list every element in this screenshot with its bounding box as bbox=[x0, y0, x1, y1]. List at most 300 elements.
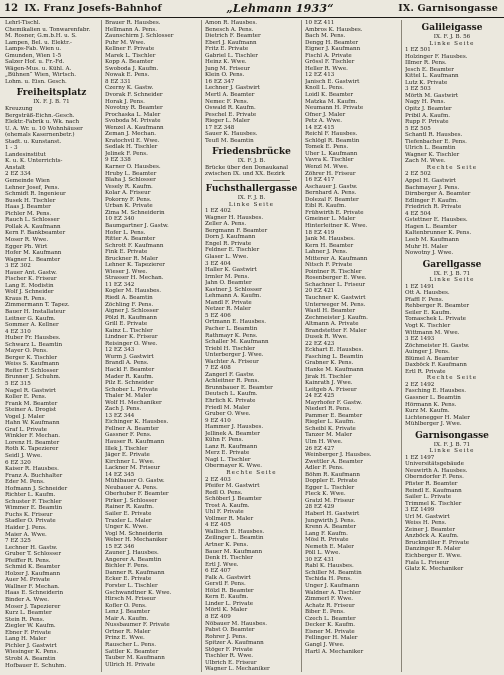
directory-entry: Hammer J. Hausbes. bbox=[205, 424, 264, 431]
directory-entry: Nowak E. Pens. bbox=[105, 72, 150, 79]
directory-entry: Binder A. Wwe. bbox=[5, 597, 50, 604]
directory-entry: Obermayer K. Wwe. bbox=[205, 463, 263, 470]
directory-entry: Kurz L. Beamter bbox=[5, 610, 52, 617]
street-side-label: Linke Seite bbox=[228, 201, 275, 208]
directory-entry: Mertl A. Beamter bbox=[205, 92, 255, 99]
directory-entry: Gassner L. Beamtin bbox=[405, 394, 461, 401]
directory-entry: Rohrer J. Pens. bbox=[205, 633, 248, 640]
directory-entry: Zeiner J. Beamter bbox=[405, 526, 456, 533]
directory-entry: Trost A. Kaufm. bbox=[205, 502, 250, 509]
directory-entry: Rieger L. Maler bbox=[205, 118, 250, 125]
directory-entry: Dietrich F. Beamter bbox=[205, 33, 261, 40]
directory-entry: Aigner J. Schlosser bbox=[105, 308, 159, 315]
directory-entry: Lang F. Kaufm. bbox=[305, 530, 348, 537]
directory-entry: Peschel E. Private bbox=[205, 111, 257, 118]
directory-entry: Kern H. Beamter bbox=[305, 242, 354, 249]
directory-entry: Svoboda M. Private bbox=[105, 118, 161, 125]
directory-entry: Irmler M. Pens. bbox=[205, 273, 250, 280]
directory-entry: Stein R. Pens. bbox=[5, 616, 45, 623]
header-right-title: IX. Garnisongasse bbox=[398, 3, 498, 14]
district-reference: IX. F. J. B. 71 bbox=[33, 99, 70, 106]
directory-entry: Novotny R. Beamter bbox=[105, 105, 163, 112]
directory-entry: Pfeifer M. Gastwirt bbox=[205, 483, 260, 490]
directory-entry: Seidl J. Wwe. bbox=[5, 453, 43, 459]
directory-entry: Reindl E. Kaufmann bbox=[405, 487, 462, 494]
directory-entry: Vesely R. Kaufm. bbox=[105, 183, 153, 190]
directory-entry: Brandl A. Pens. bbox=[105, 360, 149, 367]
directory-entry: Bachmayer J. Pens. bbox=[405, 184, 460, 191]
directory-entry: Zangerl F. Gastw. bbox=[205, 371, 255, 378]
street-side-label: Rechte Seite bbox=[426, 375, 478, 382]
directory-entry: Nagy H. Pens. bbox=[405, 99, 446, 106]
directory-entry: Hirsch M. Friseur bbox=[105, 596, 156, 603]
directory-entry: Ortner R. Maler bbox=[105, 628, 151, 635]
directory-entry: Gerstl F. Pens. bbox=[205, 581, 246, 588]
directory-entry: Lackner M. Friseur bbox=[105, 465, 161, 472]
directory-entry: Heller R. Wwe. bbox=[305, 65, 348, 72]
directory-entry: Brücke über den Donaukanal bbox=[205, 164, 289, 171]
directory-entry: „Bühnen“ Wien, Wirtsch. bbox=[5, 72, 77, 79]
directory-entry: Fiala L. Friseur bbox=[405, 559, 449, 566]
directory-entry: Jellinek A. Beamter bbox=[205, 430, 260, 437]
directory-entry: Rauscher L. Pens. bbox=[105, 641, 156, 648]
directory-entry: Puhr M. Wwe. bbox=[105, 39, 146, 46]
directory-entry: Tiefenbacher E. Pens. bbox=[405, 138, 467, 145]
directory-entry: Glaser L. Wwe. bbox=[205, 253, 249, 260]
directory-entry: Dorn J. Kaufmann bbox=[205, 234, 256, 241]
street-side-label: Linke Seite bbox=[429, 40, 475, 47]
directory-entry: K. u. K. Unterrichts- bbox=[5, 158, 63, 165]
directory-entry: Unger J. Kaufmann bbox=[305, 583, 360, 590]
directory-entry: Mörtl K. Maler bbox=[205, 607, 248, 614]
directory-entry: Wägen-Mus. u. Kühl. A. bbox=[5, 65, 72, 72]
directory-entry: Vavra K. Tischler bbox=[305, 157, 354, 164]
directory-entry: Daxböck F. Kaufmann bbox=[405, 362, 467, 369]
directory-entry: Schantl R. Hausbes. bbox=[405, 132, 463, 139]
street-side-label: Rechte Seite bbox=[226, 470, 277, 476]
directory-columns bbox=[2, 20, 502, 672]
directory-entry: Marek L. Tischler bbox=[105, 52, 156, 59]
directory-entry: Altmann A. Private bbox=[305, 321, 359, 328]
directory-entry: Rosenberger E. Wwe. bbox=[305, 275, 367, 282]
directory-entry: Steiner A. Drogist bbox=[5, 407, 57, 414]
directory-entry: Nemec F. Pens. bbox=[205, 98, 249, 105]
directory-entry: Heinz K. Wwe. bbox=[205, 59, 247, 66]
directory-entry: Weiss H. Pens. bbox=[405, 520, 447, 527]
directory-entry: Pichler M. Pens. bbox=[5, 210, 52, 217]
directory-entry: Landesinstitut bbox=[5, 151, 46, 158]
directory-entry: Brunner J. Schuhm. bbox=[5, 374, 61, 381]
directory-entry: Teufl M. Beamtin bbox=[205, 137, 254, 144]
directory-entry: Stadt. u. Kunstanst. bbox=[5, 138, 62, 145]
directory-entry: Wagner L. Mechaniker bbox=[205, 666, 270, 672]
directory-entry: Pointner R. Tischler bbox=[305, 268, 362, 275]
directory-entry: Lehner K. Tapezierer bbox=[105, 262, 165, 269]
directory-entry: Zauner J. Hausbes. bbox=[105, 550, 159, 557]
directory-entry: Schiller M. Beamtin bbox=[305, 569, 362, 576]
directory-entry: Bach M. Pens. bbox=[305, 33, 346, 40]
directory-entry: Schuster F. Tischler bbox=[5, 498, 62, 505]
directory-entry: Zimmermann T. Tapez. bbox=[5, 302, 70, 309]
directory-entry: Klein O. Pens. bbox=[205, 72, 245, 79]
directory-entry: Danzinger R. Maler bbox=[405, 546, 461, 553]
directory-entry: Zöchmeister H. Gastw. bbox=[405, 342, 470, 349]
directory-entry: Gemeinde Wien bbox=[5, 178, 50, 185]
directory-entry: 9 EZ 338 bbox=[105, 157, 131, 164]
directory-entry: Wimmer E. Beamtin bbox=[5, 505, 63, 512]
directory-entry: Gruber T. Schlosser bbox=[5, 551, 62, 558]
directory-entry: Kurz M. Kaufm. bbox=[405, 408, 450, 415]
directory-entry: 20 EZ 421 bbox=[305, 288, 335, 295]
directory-entry: Schachner L. Friseur bbox=[305, 281, 366, 288]
directory-entry: Lampen, Bel. u. Elektr.- bbox=[5, 39, 72, 46]
directory-entry: Tauber M. Kaufmann bbox=[105, 655, 165, 662]
header-center-title: „Lehmann 1933“ bbox=[226, 2, 334, 15]
street-side-label: Rechte Seite bbox=[426, 164, 478, 171]
directory-entry: Stöger F. Private bbox=[205, 646, 253, 653]
directory-entry: 2 EZ 403 bbox=[205, 476, 231, 483]
directory-entry: Pribil A. Kaufm. bbox=[405, 112, 451, 119]
directory-entry: 1 EZ 501 bbox=[405, 47, 431, 54]
directory-entry: Swoboda J. Kaufm. bbox=[105, 65, 159, 72]
directory-entry: Pabst O. Beamter bbox=[205, 627, 255, 634]
directory-entry: 2 EZ 502 bbox=[405, 171, 431, 178]
directory-entry: Jelinek F. Pens. bbox=[105, 150, 148, 157]
directory-entry: Wurm J. Gastwirt bbox=[105, 353, 154, 360]
directory-entry: Waldner A. Tischler bbox=[305, 589, 361, 596]
directory-entry: Wenzel A. Kaufmann bbox=[105, 124, 164, 131]
directory-entry: Angerer A. Beamtin bbox=[105, 556, 162, 563]
directory-entry: Schrott F. Kaufmann bbox=[105, 242, 164, 249]
directory-entry: Lichtenegger H. Maler bbox=[405, 414, 470, 421]
directory-entry: Karner O. Hausbes. bbox=[105, 164, 161, 171]
directory-entry: Gruber O. Wwe. bbox=[205, 411, 251, 418]
directory-entry: Mösl R. Private bbox=[305, 537, 349, 544]
directory-entry: Tauchner K. Gastwirt bbox=[305, 294, 366, 301]
directory-entry: Zechmeister J. Kaufm. bbox=[305, 314, 368, 321]
directory-entry: Fellinger H. Maler bbox=[305, 635, 358, 642]
directory-entry: Wieser J. Wwe. bbox=[105, 268, 148, 275]
directory-entry: Hauer Ant. Gastw. bbox=[5, 269, 57, 276]
directory-entry: Hanke M. Kaufmann bbox=[305, 366, 364, 373]
directory-entry: Zach M. Wwe. bbox=[405, 158, 446, 165]
directory-entry: Maier A. Wwe. bbox=[5, 531, 47, 538]
directory-entry: Wittmann M. Wwe. bbox=[405, 329, 460, 336]
directory-entry: Ulrich L. Beamtin bbox=[405, 145, 456, 152]
directory-entry: 12 EZ 413 bbox=[305, 72, 335, 79]
directory-entry: Ulbrich E. Friseur bbox=[205, 659, 257, 666]
directory-entry: Niederl R. Pens. bbox=[305, 406, 351, 413]
directory-entry: Vogl M. Schneiderin bbox=[105, 530, 163, 537]
directory-entry: Nöbauer M. Hausbes. bbox=[205, 620, 268, 627]
directory-entry: Wagner K. Tischler bbox=[405, 151, 460, 158]
directory-entry: 5 EZ 315 bbox=[5, 380, 31, 387]
directory-entry: Schöberl J. Beamter bbox=[205, 496, 262, 503]
directory-entry: 14 EZ 345 bbox=[105, 471, 135, 478]
directory-entry: 2 EZ 334 bbox=[5, 171, 31, 178]
directory-entry: Auinger J. Pens. bbox=[405, 349, 450, 356]
directory-entry: Horak J. Pens. bbox=[105, 98, 145, 105]
directory-entry: Hauser R. Kaufmann bbox=[105, 439, 165, 445]
directory-entry: Dengg H. Beamter bbox=[305, 39, 359, 46]
district-reference: IX. F. J. B. 71 bbox=[433, 441, 471, 448]
directory-entry: Mayer O. Pens. bbox=[5, 348, 48, 355]
directory-entry: Bergsträß-Eichn.-Gesch. bbox=[5, 112, 75, 119]
directory-entry: Ullrich H. Private bbox=[105, 661, 155, 668]
directory-entry: Linder L. Private bbox=[205, 600, 254, 607]
directory-entry: Lorenz H. Beamter bbox=[5, 439, 60, 446]
directory-entry: Tomek E. Pens. bbox=[305, 144, 349, 151]
directory-column-2 bbox=[102, 20, 202, 672]
directory-entry: Bruckmüller F. Private bbox=[405, 539, 470, 546]
directory-entry: Illek J. Tischler bbox=[105, 445, 148, 452]
directory-entry: Gabriel L. Tischler bbox=[205, 52, 258, 59]
directory-entry: Kopp A. Beamter bbox=[105, 59, 154, 66]
directory-entry: Fritz E. Private bbox=[205, 46, 249, 53]
directory-entry: Schmid K. Beamter bbox=[5, 564, 61, 571]
directory-entry: 16 EZ 347 bbox=[205, 78, 235, 85]
directory-entry: Trimmel K. Tischler bbox=[405, 500, 462, 507]
directory-entry: Pilz E. Schneider bbox=[105, 380, 154, 387]
directory-entry: Pichler J. Gastwirt bbox=[5, 642, 57, 649]
directory-entry: Bernhard A. Pens. bbox=[305, 190, 357, 197]
directory-entry: Unger K. Wwe. bbox=[105, 524, 149, 531]
directory-entry: Roth K. Tapezierer bbox=[5, 446, 59, 453]
directory-entry: Kastner J. Schlosser bbox=[205, 286, 262, 293]
directory-entry: Franz A. Buchhalter bbox=[5, 472, 63, 479]
directory-entry: Knoll L. Pens. bbox=[305, 85, 344, 92]
directory-entry: Ecker E. Private bbox=[105, 576, 152, 583]
directory-entry: Hartl A. Mechaniker bbox=[305, 648, 364, 655]
directory-entry: Kogler M. Hausbes. bbox=[105, 288, 162, 295]
directory-entry: Netzer R. Maler bbox=[205, 306, 251, 313]
directory-entry: Oswald R. Kaufm. bbox=[205, 105, 256, 112]
directory-entry: Hackl F. Beamter bbox=[105, 366, 155, 373]
street-heading: Garellgasse bbox=[422, 259, 482, 270]
directory-entry: Wenzl M. Wwe. bbox=[305, 164, 349, 171]
directory-entry: Ofner J. Maler bbox=[305, 111, 346, 118]
directory-entry: Glatz K. Mechaniker bbox=[405, 566, 464, 573]
header-left-title: IX. Franz Josefs-Bahnhof bbox=[24, 3, 162, 14]
directory-entry: Gratzl M. Friseur bbox=[305, 497, 355, 504]
directory-entry: Oberndorfer F. Pens. bbox=[405, 474, 464, 481]
directory-entry: Wachter A. Friseur bbox=[205, 358, 259, 365]
directory-entry: Nemeth E. Maler bbox=[305, 543, 354, 550]
directory-entry: Krenn A. Beamter bbox=[305, 524, 357, 531]
directory-entry: Lehmann A. Kaufm. bbox=[205, 293, 262, 300]
directory-entry: Kittel L. Kaufmann bbox=[405, 73, 459, 80]
directory-entry: Fellner A. Beamter bbox=[105, 425, 159, 432]
directory-entry: Zach J. Pens. bbox=[105, 406, 142, 413]
directory-entry: Blaha J. Schlosser bbox=[105, 177, 156, 184]
directory-entry: Kolar A. Friseur bbox=[105, 190, 151, 197]
directory-entry: Mader R. Kaufm. bbox=[105, 373, 154, 380]
directory-entry: Weiss S. Kaufmann bbox=[5, 361, 60, 368]
directory-entry: Sauer K. Hausbes. bbox=[205, 131, 258, 138]
directory-entry: Riedl A. Beamtin bbox=[105, 294, 153, 301]
directory-entry: Hölzl R. Beamter bbox=[205, 587, 254, 594]
directory-entry: Holzinger F. Hausbes. bbox=[405, 53, 468, 60]
directory-entry: Pokorny F. Pens. bbox=[105, 196, 152, 203]
directory-entry: Kaltenbrunner K. Pens. bbox=[405, 230, 472, 237]
directory-entry: Mühlbauer O. Gastw. bbox=[105, 478, 165, 485]
directory-entry: Kraus R. Pens. bbox=[5, 295, 47, 302]
directory-entry: Lang E. Modistin bbox=[5, 282, 54, 289]
directory-entry: Berger K. Tischler bbox=[5, 354, 58, 361]
directory-entry: Busek H. Tischler bbox=[5, 197, 56, 204]
directory-entry: Petz A. Wwe. bbox=[305, 118, 343, 125]
directory-entry: Urban K. Private bbox=[105, 203, 153, 210]
directory-entry: Ziegler W. Kaufm. bbox=[5, 623, 56, 630]
directory-entry: Rathmayr K. Pens. bbox=[205, 332, 258, 339]
street-heading: Fuchsthallergasse bbox=[205, 184, 298, 195]
directory-entry: Eichinger K. Hausbes. bbox=[105, 419, 169, 426]
directory-entry: Mair A. Kaufm. bbox=[105, 615, 149, 622]
directory-entry: Ulm H. Wwe. bbox=[305, 439, 343, 445]
directory-entry: Uher L. Kaufmann bbox=[305, 150, 358, 157]
directory-entry: 26 EZ 427 bbox=[305, 445, 335, 452]
directory-entry: Eibl R. Kaufm. bbox=[305, 203, 347, 210]
directory-entry: Koller E. Pens. bbox=[5, 394, 47, 401]
directory-entry: Sommer A. Kellner bbox=[5, 322, 59, 329]
directory-entry: Huber Fr. Hausbes. bbox=[5, 335, 61, 342]
directory-entry: Moser J. Tapezierer bbox=[5, 603, 61, 610]
directory-entry: 15 EZ 346 bbox=[105, 543, 135, 550]
directory-entry: Brandstetter F. Maler bbox=[305, 327, 367, 334]
directory-entry: 4 EZ 504 bbox=[405, 210, 431, 217]
directory-entry: Nagel R. Gastwirt bbox=[5, 387, 56, 394]
directory-entry: Jung M. Friseur bbox=[205, 65, 250, 72]
directory-entry: Hörmann K. Pens. bbox=[405, 401, 457, 408]
directory-entry: Aschauer J. Gastw. bbox=[305, 183, 358, 190]
directory-entry: 10 EZ 340 bbox=[105, 216, 135, 223]
directory-entry: Decker K. Kaufm. bbox=[305, 622, 356, 629]
directory-column-5 bbox=[402, 20, 502, 672]
directory-entry: Riegler L. Kaufm. bbox=[305, 419, 355, 426]
directory-entry: Appel H. Gastwirt bbox=[405, 178, 456, 185]
directory-entry: 8 EZ 331 bbox=[105, 78, 131, 85]
directory-entry: Kellner F. Private bbox=[105, 46, 155, 53]
directory-entry: Ambros K. Hausbes. bbox=[305, 26, 363, 33]
directory-entry: Egger Ph. Wirt bbox=[5, 243, 48, 250]
street-side-label: Linke Seite bbox=[429, 448, 475, 455]
directory-entry: Jirak H. Tischler bbox=[305, 373, 352, 380]
directory-entry: Fasching E. Hausbes. bbox=[405, 388, 467, 395]
directory-entry: Oberhuber F. Beamter bbox=[105, 491, 169, 498]
directory-entry: Pfaffl F. Pens. bbox=[405, 296, 444, 303]
directory-entry: Baumgartner J. Gastw. bbox=[105, 222, 169, 229]
directory-entry: Tomaschek L. Private bbox=[405, 316, 466, 323]
directory-entry: Haider J. Pens. bbox=[5, 525, 47, 532]
directory-entry: Friedl M. Maler bbox=[205, 404, 250, 411]
directory-entry: Jahn O. Beamter bbox=[205, 280, 252, 287]
directory-entry: Eisner M. Private bbox=[305, 628, 355, 635]
directory-entry: Mörth M. Gastwirt bbox=[405, 92, 459, 99]
directory-entry: Pirker J. Schlosser bbox=[105, 497, 158, 504]
directory-entry: Haller K. Gastwirt bbox=[205, 267, 257, 274]
directory-entry: 5 EZ 505 bbox=[405, 125, 431, 132]
directory-entry: Frank M. Beamter bbox=[5, 400, 58, 407]
page-number: 12 bbox=[4, 3, 19, 14]
directory-entry: 3 EZ 503 bbox=[405, 86, 431, 93]
directory-entry: Achatz R. Friseur bbox=[305, 602, 355, 609]
directory-entry: Seiler E. Kaufm. bbox=[405, 309, 452, 316]
directory-entry: Kainrath J. Wwe. bbox=[305, 380, 353, 387]
directory-entry: Eder M. Pens. bbox=[5, 479, 45, 486]
directory-entry: 7 EZ 325 bbox=[5, 538, 31, 545]
directory-entry: Winkler F. Mechan. bbox=[5, 433, 61, 440]
directory-entry: 14 EZ 415 bbox=[305, 124, 335, 131]
directory-entry: 2 EZ 1492 bbox=[405, 381, 435, 388]
directory-entry: Neuwirth A. Hausbes. bbox=[405, 467, 468, 474]
directory-entry: Danner R. Kaufmann bbox=[105, 569, 165, 576]
directory-entry: Pfeiffer R. Pens. bbox=[5, 557, 51, 564]
directory-entry: Kirchner L. Wwe. bbox=[105, 458, 155, 465]
street-heading: Friedensbrücke bbox=[212, 147, 291, 158]
street-side-label: Linke Seite bbox=[429, 277, 475, 284]
directory-entry: Bergmann F. Beamter bbox=[205, 227, 268, 234]
directory-entry: Hofer L. Pens. bbox=[105, 229, 146, 236]
directory-entry: Sedlak H. Tischler bbox=[105, 144, 158, 151]
directory-column-1 bbox=[2, 20, 102, 672]
directory-entry: Zeman J. Mechan. bbox=[105, 131, 157, 138]
directory-entry: Auer M. Private bbox=[5, 577, 50, 584]
directory-entry: Schlögl R. Beamtin bbox=[305, 137, 360, 144]
directory-entry: Kern F. Bankbeamter bbox=[5, 230, 66, 237]
directory-entry: Dolezal F. Beamter bbox=[305, 196, 359, 203]
directory-entry: Strobl A. Beamtin bbox=[5, 655, 56, 662]
directory-entry: Eichberger E. Wwe. bbox=[405, 553, 462, 560]
directory-entry: Haberl H. Gastwirt bbox=[305, 511, 360, 518]
directory-entry: Amon R. Hausbes. bbox=[205, 20, 258, 26]
district-reference: IX. F. J. B. 56 bbox=[433, 34, 471, 40]
directory-entry: Jäger E. Private bbox=[105, 452, 150, 459]
directory-entry: Rauch L. Schlosser bbox=[5, 217, 60, 224]
directory-entry: Zöchling F. Pens. bbox=[105, 301, 154, 308]
directory-entry: 3 EZ 1499 bbox=[405, 507, 435, 514]
section-divider bbox=[213, 180, 290, 181]
directory-entry: Hahn W. Kaufmann bbox=[5, 420, 60, 427]
directory-entry: Zimmerl F. Wwe. bbox=[305, 596, 354, 603]
directory-entry: Leitner G. Kaufm. bbox=[5, 315, 56, 322]
directory-entry: Redl O. Pens. bbox=[205, 489, 243, 496]
directory-entry: Lehrl-Tischl. bbox=[5, 20, 41, 26]
directory-entry: Grössl F. Tischler bbox=[305, 59, 355, 66]
directory-entry: Fischer K. Friseur bbox=[5, 276, 57, 283]
directory-entry: Wiesinger K. Pens. bbox=[5, 649, 59, 656]
directory-entry: Wolf J. Schneider bbox=[5, 289, 54, 296]
directory-entry: Rehberger R. Beamter bbox=[405, 303, 470, 310]
directory-entry: Mandl F. Private bbox=[205, 299, 252, 306]
directory-entry: Kern E. Kaufm. bbox=[205, 594, 249, 601]
directory-entry: Sailer L. Private bbox=[405, 494, 452, 501]
directory-entry: Dvorak F. Schneider bbox=[105, 92, 163, 99]
directory-entry: Denk H. Tischler bbox=[205, 555, 253, 562]
directory-entry: Prinz E. Wwe. bbox=[105, 635, 145, 642]
directory-entry: Neumann H. Private bbox=[305, 105, 364, 112]
directory-entry: Ott A. Hausbes. bbox=[405, 290, 450, 297]
directory-entry: Eckhart E. Hausbes. bbox=[305, 347, 364, 354]
directory-entry: Egger L. Tischler bbox=[305, 484, 355, 491]
directory-entry: 6 EZ 407 bbox=[205, 568, 231, 575]
directory-entry: Url M. Gastwirt bbox=[405, 513, 450, 520]
directory-entry: Achleitner R. Pens. bbox=[205, 378, 260, 385]
directory-entry: 11 EZ 342 bbox=[105, 281, 135, 288]
directory-entry: Ertl J. Wwe. bbox=[205, 561, 239, 568]
directory-entry: Unterweger M. Pens. bbox=[305, 301, 366, 308]
directory-entry: Fuchs K. Friseur bbox=[5, 511, 53, 518]
directory-entry: Gangl J. Wwe. bbox=[305, 641, 345, 648]
